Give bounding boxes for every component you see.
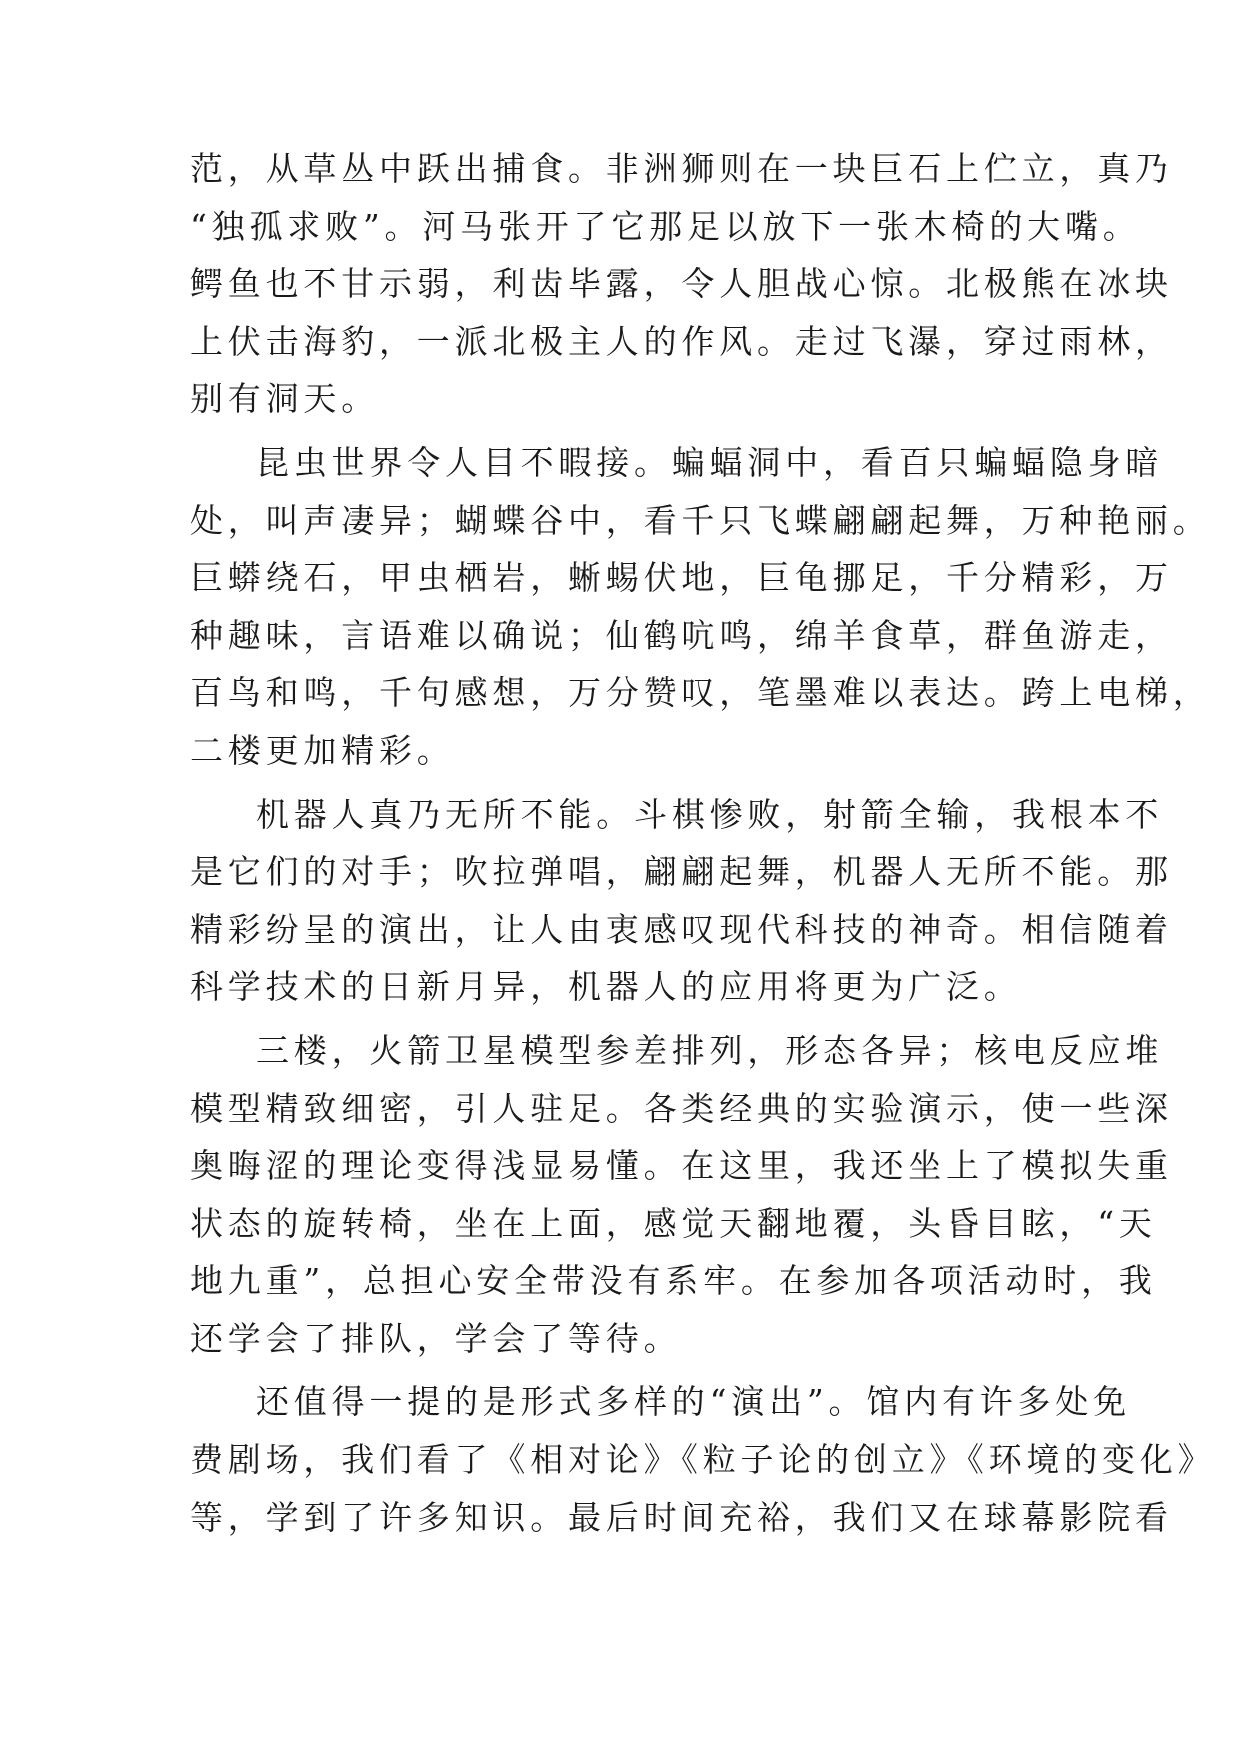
paragraph-first-line: 三楼，火箭卫星模型参差排列，形态各异；核电反应堆 [256, 1030, 1164, 1070]
text-line: 种趣味，言语难以确说；仙鹤吭鸣，绵羊食草，群鱼游走， [190, 615, 1173, 655]
text-line: 还学会了排队，学会了等待。 [190, 1318, 682, 1358]
text-line: 奥晦涩的理论变得浅显易懂。在这里，我还坐上了模拟失重 [190, 1146, 1173, 1186]
text-line: 是它们的对手；吹拉弹唱，翩翩起舞，机器人无所不能。那 [190, 852, 1173, 892]
text-line: 等，学到了许多知识。最后时间充裕，我们又在球幕影院看 [190, 1497, 1173, 1537]
paragraph-first-line: 还值得一提的是形式多样的“演出”。馆内有许多处免 [256, 1382, 1131, 1422]
text-line: 二楼更加精彩。 [190, 730, 455, 770]
text-line: “独孤求败”。河马张开了它那足以放下一张木椅的大嘴。 [190, 206, 1141, 246]
text-line: 上伏击海豹，一派北极主人的作风。走过飞瀑，穿过雨林， [190, 321, 1173, 361]
text-line: 科学技术的日新月异，机器人的应用将更为广泛。 [190, 967, 1022, 1007]
text-line: 状态的旋转椅，坐在上面，感觉天翻地覆，头昏目眩，“天 [190, 1203, 1157, 1243]
paragraph-first-line: 昆虫世界令人目不暇接。蝙蝠洞中，看百只蝙蝠隐身暗 [256, 442, 1164, 482]
text-line: 范，从草丛中跃出捕食。非洲狮则在一块巨石上伫立，真乃 [190, 149, 1173, 188]
text-line: 巨蟒绕石，甲虫栖岩，蜥蜴伏地，巨龟挪足，千分精彩，万 [190, 558, 1173, 598]
text-line: 费剧场，我们看了《相对论》《粒子论的创立》《环境的变化》 [190, 1440, 1216, 1480]
text-line: 模型精致细密，引人驻足。各类经典的实验演示，使一些深 [190, 1088, 1173, 1128]
text-line: 鳄鱼也不甘示弱，利齿毕露，令人胆战心惊。北极熊在冰块 [190, 264, 1173, 304]
text-line: 精彩纷呈的演出，让人由衷感叹现代科技的神奇。相信随着 [190, 909, 1173, 949]
text-line: 百鸟和鸣，千句感想，万分赞叹，笔墨难以表达。跨上电梯， [190, 673, 1211, 713]
body-text [190, 140, 1216, 1546]
text-line: 地九重”，总担心安全带没有系牢。在参加各项活动时，我 [190, 1261, 1157, 1301]
text-line: 处，叫声凄异；蝴蝶谷中，看千只飞蝶翩翩起舞，万种艳丽。 [190, 500, 1211, 540]
paragraph-first-line: 机器人真乃无所不能。斗棋惨败，射箭全输，我根本不 [256, 794, 1164, 834]
text-line: 别有洞天。 [190, 379, 379, 419]
